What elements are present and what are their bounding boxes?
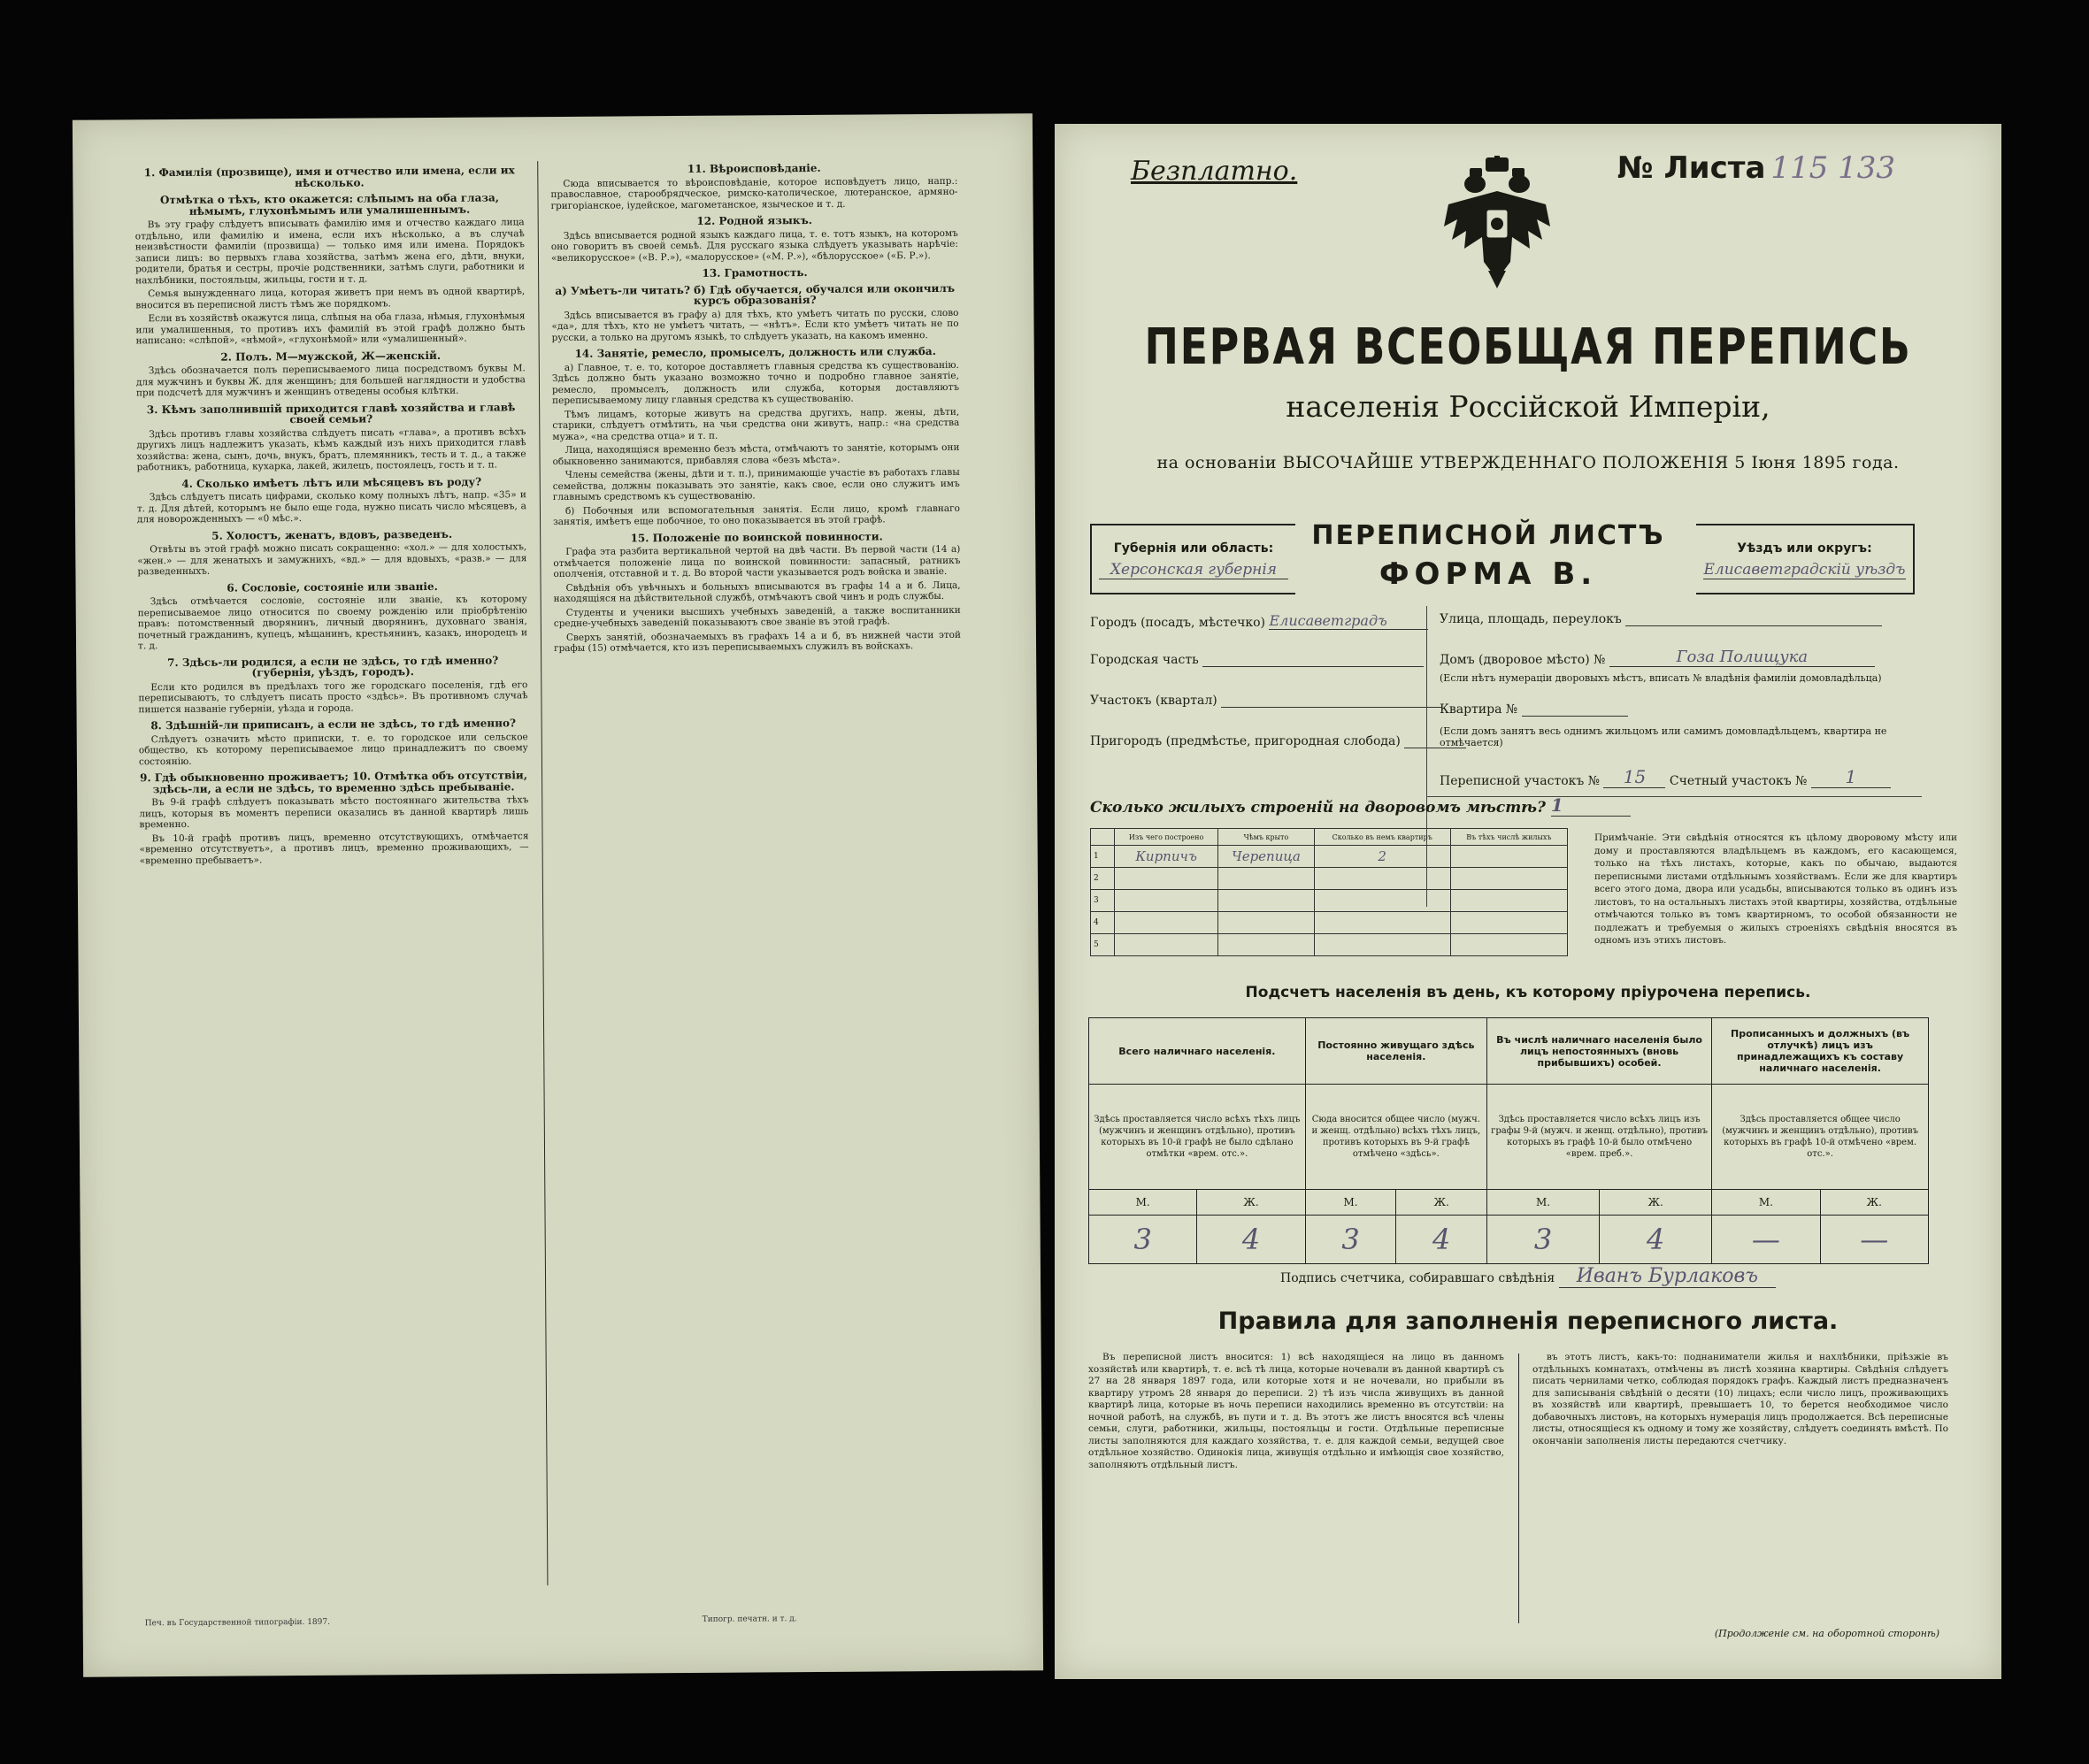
instruction-paragraph: Члены семейства (жены, дѣти и т. п.), принимающіе участіе въ работахъ главы семейства, должны показывать это занятіе, какъ свое, если оно служитъ имъ главнымъ средствомъ къ существованію. [552,466,960,503]
buildings-table-cell: 2 [1314,846,1450,868]
instruction-paragraph: Здѣсь вписывается въ графу а) для тѣхъ, кто умѣетъ читать по русски, слово «да», для тѣхъ, кто не умѣетъ читать, — «нѣтъ». Если кто умѣетъ читать не по русски, а только на другомъ языкѣ, то слѣдуетъ указать, на какомъ именно. [551,307,959,343]
province-value: Херсонская губернія [1099,561,1288,579]
instruction-heading: 11. Вѣроисповѣданіе. [687,161,821,175]
instruction-paragraph: Сюда вписывается то вѣроисповѣданіе, которое исповѣдуетъ лицо, напр.: православное, старообрядческое, римско-католическое, лютеранское, армяно-григоріанское, іудейское, магометанское, языческое и т. д. [550,175,958,211]
buildings-table-row [1091,890,1568,912]
instruction-paragraph: Здѣсь обозначается полъ переписываемого лица посредствомъ буквы М. для мужчинъ и буквы Ж. для женщинъ; для большей наглядности и удобства при подсчетѣ для мужчинъ и женщинъ отведены особыя клѣтки. [135,363,526,399]
sex-label-cell: М. [1486,1190,1599,1216]
census-subtitle: населенія Россійской Имперіи, [1286,389,1770,424]
buildings-table-cell [1314,868,1450,890]
instructions-column-2 [550,157,967,1594]
instruction-paragraph: Семья вынужденнаго лица, которая живетъ при немъ въ одной квартирѣ, вносится въ переписной листъ тѣмъ же порядкомъ. [135,286,526,311]
sex-label-cell: М. [1089,1190,1197,1216]
instruction-heading: Отмѣтка о тѣхъ, кто окажется: слѣпымъ на оба глаза, нѣмымъ, глухонѣмымъ или умалишеннымъ. [159,191,500,218]
suburb-field [1090,734,1466,748]
count-header-cell: Въ числѣ наличнаго населенія было лицъ непостоянныхъ (вновь прибывшихъ) особей. [1486,1018,1711,1085]
instruction-paragraph: Здѣсь противъ главы хозяйства слѣдуетъ писать «глава», а противъ всѣхъ другихъ лицъ надлежитъ указать, кѣмъ каждый изъ нихъ приходится главѣ хозяйства: жена, сынъ, дочь, внукъ, братъ, племянникъ, тесть и т. д., а также работникъ, работница, кухарка, лакей, жилецъ, постоялецъ, гость и т. п. [136,426,526,473]
precinct-field [1090,694,1442,708]
instruction-paragraph: Здѣсь слѣдуетъ писать цифрами, сколько кому полныхъ лѣтъ, напр. «35» и т. д. Для дѣтей, которымъ не было еще года, нужно писать число мѣсяцевъ, а для новорожденныхъ — «0 мѣс.». [136,489,526,525]
instruction-paragraph: а) Главное, т. е. то, которое доставляетъ главныя средства къ существованію. Здѣсь должно быть указано возможно точно и подробно главное занятіе, ремесло, промыселъ, должность или служба, которыя доставляютъ переписываемому лицу главныя средства къ существованію. [551,359,960,407]
counter-signature [1055,1265,2001,1287]
count-value-cell: 4 [1197,1216,1305,1264]
instruction-heading: 13. Грамотность. [702,266,808,280]
count-table-values [1089,1216,1929,1264]
buildings-table-cell [1218,934,1315,956]
street-label: Улица, площадь, переулокъ [1440,612,1622,626]
left-page [73,113,1043,1677]
sex-label-cell: М. [1712,1190,1820,1216]
suburb-label: Пригородъ (предмѣстье, пригородная слобода) [1090,734,1401,748]
count-value-cell: — [1712,1216,1820,1264]
instruction-heading: 3. Кѣмъ заполнившій приходится главѣ хозяйства и главѣ своей семьи? [146,400,516,426]
instruction-heading: 2. Полъ. М—мужской, Ж—женскій. [220,349,442,364]
buildings-table-cell [1115,912,1218,934]
instruction-paragraph: Въ 9-й графѣ слѣдуетъ показывать мѣсто постояннаго жительства тѣхъ лицъ, которыя въ моментъ переписи оказались въ данной квартирѣ лишь временно. [139,794,529,831]
city-value: Елисаветградъ [1269,612,1428,630]
population-count-table [1088,1017,1929,1264]
instruction-paragraph: Графа эта разбита вертикальной чертой на двѣ части. Въ первой части (14 а) отмѣчается положеніе лица по воинской повинности: запасный, ратникъ ополченія, отставной и т. д. Во второй части указывается родъ войска и званіе. [553,543,961,580]
buildings-table-cell: 1 [1091,846,1115,868]
count-description-cell: Здѣсь проставляется общее число (мужчинъ и женщинъ отдѣльно), противъ которыхъ въ графѣ 10-й отмѣчено «врем. отс.». [1712,1085,1929,1190]
buildings-table-row [1091,868,1568,890]
buildings-table-cell [1314,912,1450,934]
rules-divider [1518,1354,1519,1623]
buildings-table-cell [1450,912,1567,934]
right-page [1055,124,2001,1679]
count-header-cell: Прописанныхъ и должныхъ (въ отлучкѣ) лицъ изъ принадлежащихъ къ составу наличнаго населенія. [1712,1018,1929,1085]
buildings-table-cell [1218,890,1315,912]
house-field [1440,648,1875,667]
buildings-table-cell [1218,868,1315,890]
rules-text-1: Въ переписной листъ вносится: 1) всѣ находящіеся на лицо въ данномъ хозяйствѣ или квартирѣ, т. е. всѣ тѣ лица, которые ночевали въ данной квартирѣ съ 27 на 28 января 1897 года, или которые хотя и не ночевали, но прибыли въ квартиру утромъ 28 января до переписи. 2) тѣ изъ числа живущихъ въ данной квартирѣ лица, которые въ ночь переписи находились временно въ отсутствіи: на ночной работѣ, на службѣ, въ пути и т. д. Въ этотъ же листъ вносятся всѣ члены семьи, слуги, работники, жильцы, постояльцы и гости. Отдѣльные переписные листы заполняются для каждаго хозяйства, т. е. для каждой семьи, ведущей свое отдѣльное хозяйство. Одинокія лица, живущія отдѣльно и имѣющія свое хозяйство, заполняютъ отдѣльный листъ. [1088,1352,1504,1470]
count-description-cell: Здѣсь проставляется число всѣхъ лицъ изъ графы 9-й (мужч. и женщ. отдѣльно), противъ которыхъ въ графѣ 10-й было отмѣчено «врем. преб.». [1486,1085,1711,1190]
buildings-table-header-cell: Сколько въ немъ квартиръ [1314,829,1450,846]
form-title-line1: ПЕРЕПИСНОЙ ЛИСТЪ [1311,520,1665,551]
instruction-heading: 4. Сколько имѣетъ лѣтъ или мѣсяцевъ въ роду? [181,475,482,490]
instruction-paragraph: Тѣмъ лицамъ, которые живутъ на средства другихъ, напр. жены, дѣти, старики, слѣдуетъ отмѣтить, на чьи средства они живутъ, напр.: «на средства мужа», «на средства отца» и т. п. [552,406,960,442]
buildings-value: 1 [1551,794,1631,817]
buildings-table [1090,828,1568,956]
sex-label-cell: Ж. [1396,1190,1487,1216]
buildings-table-cell [1115,934,1218,956]
rules-column-2 [1532,1352,1948,1450]
apartment-label: Квартира № [1440,702,1518,717]
instruction-paragraph: Если кто родился въ предѣлахъ того же городскаго поселенія, гдѣ его переписываютъ, то слѣдуетъ писать просто «здѣсь». Въ противномъ случаѣ пишется названіе губерніи, уѣзда и города. [138,679,528,715]
count-table-descriptions [1089,1085,1929,1190]
count-title: Подсчетъ населенія въ день, къ которому пріурочена перепись. [1245,984,1811,1001]
census-title: ПЕРВАЯ ВСЕОБЩАЯ ПЕРЕПИСЬ [1144,318,1912,376]
city-label: Городъ (посадъ, мѣстечко) [1090,616,1266,630]
instruction-paragraph: Въ эту графу слѣдуетъ вписывать фамилію имя и отчество каждаго лица отдѣльно, или фамилію и имена, если ихъ нѣсколько, а въ случаѣ неизвѣстности фамиліи (прозвища) — только имя или имена. Порядокъ записи лицъ: во первыхъ глава хозяйства, затѣмъ жена его, дѣти, внуки, родители, братья и сестры, прочіе родственники, затѣмъ слуги, работники и нахлѣбники, постояльцы, жильцы, гости и т. д. [134,217,526,286]
buildings-table-cell [1218,912,1315,934]
instruction-paragraph: Студенты и ученики высшихъ учебныхъ заведеній, а также воспитанники средне-учебныхъ заведеній показываютъ свое званіе въ этой графѣ. [553,604,961,630]
buildings-table-cell: 2 [1091,868,1115,890]
province-box [1090,524,1295,594]
city-field [1090,612,1428,630]
buildings-table-cell: Черепица [1218,846,1315,868]
signature-label: Подпись счетчика, собиравшаго свѣдѣнія [1280,1271,1555,1285]
apartment-field [1440,702,1628,717]
column-divider [537,161,548,1585]
count-value-cell: — [1820,1216,1928,1264]
continued-note: (Продолженіе см. на оборотной сторонѣ) [1714,1628,1939,1639]
census-section-value: 15 [1603,766,1665,788]
rules-title: Правила для заполненія переписного листа. [1217,1308,1839,1335]
apartment-note: (Если домъ занятъ весь однимъ жильцомъ или самимъ домовладѣльцемъ, квартира не отмѣчается) [1440,725,1887,748]
city-part-label: Городская часть [1090,653,1199,667]
city-part-field [1090,653,1424,667]
sex-label-cell: М. [1305,1190,1396,1216]
buildings-table-header-cell: Изъ чего построено [1115,829,1218,846]
buildings-table-cell: 3 [1091,890,1115,912]
instruction-paragraph: Отвѣты въ этой графѣ можно писать сокращенно: «хол.» — для холостыхъ, «жен.» — для женатыхъ и замужнихъ, «вд.» — для вдовыхъ, «разв.» — для разведенныхъ. [137,541,527,578]
census-section-field [1440,766,1891,788]
buildings-table-cell [1314,934,1450,956]
house-note: (Если нѣтъ нумераціи дворовыхъ мѣстъ, вписать № владѣнія фамиліи домовладѣльца) [1440,672,1882,684]
instruction-heading: 15. Положеніе по воинской повинности. [630,529,883,544]
instruction-paragraph: Если въ хозяйствѣ окажутся лица, слѣпыя на оба глаза, нѣмыя, глухонѣмыя или умалишенныя, то противъ ихъ фамилій въ этой графѣ должно быть написано: «слѣпой», «нѣмой», «глухонѣмой» или «умалишенный». [135,311,526,347]
buildings-table-header-cell [1091,829,1115,846]
count-value-cell: 3 [1089,1216,1197,1264]
instruction-paragraph: Въ 10-й графѣ противъ лицъ, временно отсутствующихъ, отмѣчается «временно отсутствуетъ», а противъ лицъ, временно проживающихъ, — «временно пребываетъ». [139,830,529,866]
instruction-paragraph: Сверхъ занятій, обозначаемыхъ въ графахъ 14 а и б, въ нижней части этой графы (15) отмѣчается, кто изъ переписываемыхъ служилъ въ войскахъ. [554,629,961,655]
instruction-heading: 12. Родной языкъ. [696,213,812,227]
count-header-cell: Постоянно живущаго здѣсь населенія. [1305,1018,1486,1085]
instructions-column-1 [134,159,534,1597]
count-description-cell: Здѣсь проставляется число всѣхъ тѣхъ лицъ (мужчинъ и женщинъ отдѣльно), противъ которыхъ въ 10-й графѣ не было сдѣлано отмѣтки «врем. отс.». [1089,1085,1306,1190]
province-label: Губернія или область: [1113,541,1274,556]
instruction-heading: 8. Здѣшній-ли приписанъ, а если не здѣсь, то гдѣ именно? [150,717,517,732]
instruction-heading: 6. Сословіе, состояніе или званіе. [227,579,438,594]
count-section-value: 1 [1811,766,1891,788]
count-value-cell: 4 [1600,1216,1712,1264]
instruction-paragraph: б) Побочныя или вспомогательныя занятія. Если лицо, кромѣ главнаго занятія, имѣетъ еще побочное, то оно показывается въ этой графѣ. [553,502,960,528]
count-value-cell: 3 [1305,1216,1396,1264]
street-field [1440,612,1882,626]
buildings-table-cell [1450,934,1567,956]
buildings-table-cell [1314,890,1450,912]
col1-heading: 1. Фамилія (прозвище), имя и отчество или имена, если их нѣсколько. [143,164,515,189]
count-table-header [1089,1018,1929,1085]
instruction-paragraph: Здѣсь вписывается родной языкъ каждаго лица, т. е. тотъ языкъ, на которомъ оно говоритъ въ своей семьѣ. Для русскаго языка слѣдуетъ указывать нарѣчіе: «великорусское» («В. Р.»), «малорусское» («М. Р.»), «бѣлорусское» («Б. Р.»). [550,227,958,264]
instruction-paragraph: Свѣдѣнія объ увѣчныхъ и больныхъ вписываются въ графы 14 а и б. Лица, находящіяся на дѣйствительной службѣ, отмѣчаютъ свой чинъ и родъ службы. [553,579,961,605]
buildings-side-note: Примѣчаніе. Эти свѣдѣнія относятся къ цѣлому дворовому мѣсту или дому и проставляются владѣльцемъ въ каждомъ, его касающемся, только на тѣхъ листахъ, которые, какъ по обычаю, выдаются переписными листами отдѣльнымъ хозяйствамъ. Если же для квартиръ всего этого дома, двора или усадьбы, вписываются только въ одинъ изъ листовъ, то на остальныхъ листахъ этой квартиры, хозяйства, отдѣльные отмѣчаются только въ томъ квартирномъ, то особой обязанности не подлежатъ и требуемыя о жилыхъ строеніяхъ свѣдѣнія вносятся въ одномъ изъ этихъ листовъ. [1594,832,1957,946]
instruction-heading: 14. Занятіе, ремесло, промыселъ, должность или служба. [574,345,936,360]
instruction-paragraph: Слѣдуетъ означить мѣсто приписки, т. е. то городское или сельское общество, къ которому переписываемое лицо принадлежитъ по своему состоянію. [138,731,528,767]
buildings-field [1090,794,1631,817]
buildings-table-row [1091,846,1568,868]
count-value-cell: 4 [1396,1216,1487,1264]
precinct-label: Участокъ (квартал) [1090,694,1217,708]
left-footer: Печ. въ Государственной типографіи. 1897. [144,1617,330,1629]
free-label: Безплатно. [1131,156,1298,187]
buildings-table-cell [1115,868,1218,890]
instruction-heading: 5. Холостъ, женатъ, вдовъ, разведенъ. [211,527,453,542]
count-description-cell: Сюда вносится общее число (мужч. и женщ. отдѣльно) всѣхъ тѣхъ лицъ, противъ которыхъ въ 9-й графѣ отмѣчено «здѣсь». [1305,1085,1486,1190]
count-table-sex-row [1089,1190,1929,1216]
buildings-table-header-cell: Чѣмъ крыто [1218,829,1315,846]
house-label: Домъ (дворовое мѣсто) № [1440,653,1606,667]
sex-label-cell: Ж. [1600,1190,1712,1216]
form-title [1294,520,1683,592]
buildings-table-cell [1450,890,1567,912]
buildings-table-cell: 5 [1091,934,1115,956]
left-footer-2: Типогр. печатн. и т. д. [702,1614,797,1624]
sheet-number-handwritten: 115 133 [1770,150,1895,186]
decree-line: на основаніи ВЫСОЧАЙШЕ УТВЕРЖДЕННАГО ПОЛОЖЕНІЯ 5 Іюня 1895 года. [1156,453,1900,472]
buildings-table-row [1091,934,1568,956]
buildings-table-cell: 4 [1091,912,1115,934]
district-value: Елисаветградскій уѣздъ [1703,561,1906,579]
buildings-table-cell [1450,868,1567,890]
buildings-table-cell: Кирпичъ [1115,846,1218,868]
buildings-table-header [1091,829,1568,846]
buildings-table-cell [1115,890,1218,912]
count-section-label: Счетный участокъ № [1669,774,1808,788]
buildings-table-header-cell: Въ тѣхъ числѣ жилыхъ [1450,829,1567,846]
district-box [1696,524,1915,594]
rules-column-1 [1088,1352,1504,1474]
sex-label-cell: Ж. [1197,1190,1305,1216]
house-value: Гоза Полищука [1609,648,1875,667]
instruction-heading: 7. Здѣсь-ли родился, а если не здѣсь, то гдѣ именно? (губернія, уѣздъ, городъ). [167,653,499,679]
sex-label-cell: Ж. [1820,1190,1928,1216]
buildings-table-cell [1450,846,1567,868]
instruction-heading: 9. Гдѣ обыкновенно проживаетъ; 10. Отмѣтка объ отсутствіи, здѣсь-ли, а если не здѣсь, то временно здѣсь пребываніе. [140,769,528,795]
double-headed-eagle-icon [1440,156,1555,288]
instruction-paragraph: Лица, находящіяся временно безъ мѣста, отмѣчаютъ то занятіе, которымъ они обыкновенно занимаются, прибавляя слова «безъ мѣста». [552,441,960,467]
form-title-line2: ФОРМА В. [1379,556,1598,592]
instruction-paragraph: Здѣсь отмѣчается сословіе, состояніе или званіе, къ которому переписываемое лицо относится по своему рожденію или пріобрѣтенію правъ: потомственный дворянинъ, личный дворянинъ, духовнаго званія, почетный гражданинъ, купецъ, мѣщанинъ, крестьянинъ, казакъ, инородецъ и т. д. [137,594,527,652]
buildings-table-body [1091,846,1568,956]
buildings-label: Сколько жилыхъ строеній на дворовомъ мѣстѣ? [1090,799,1546,817]
district-label: Уѣздъ или округъ: [1737,541,1872,556]
count-header-cell: Всего наличнаго населенія. [1089,1018,1306,1085]
census-section-label: Переписной участокъ № [1440,774,1600,788]
count-value-cell: 3 [1486,1216,1599,1264]
signature-value: Иванъ Бурлаковъ [1559,1265,1776,1288]
rules-text-2: въ этотъ листъ, какъ-то: поднаниматели жилья и нахлѣбники, пріѣзжіе въ отдѣльныхъ комнатахъ, отмѣчены въ листѣ хозяина квартиры. Свѣдѣнія слѣдуетъ писать чернилами четко, соблюдая порядокъ графъ. Каждый листъ предназначенъ для записыванія свѣдѣній о десяти (10) лицахъ; если число лицъ, проживающихъ въ хозяйствѣ или квартирѣ, превышаетъ 10, то берется необходимое число добавочныхъ листовъ, на которыхъ нумерація лицъ продолжается. Всѣ переписные листы, относящіеся къ одному и тому же хозяйству, слѣдуетъ соединять вмѣстѣ. По окончаніи заполненія листы передаются счетчику. [1532,1352,1948,1446]
sheet-number [1617,150,1895,186]
buildings-table-row [1091,912,1568,934]
sheet-number-label: № Листа [1617,150,1766,186]
instruction-heading: а) Умѣетъ-ли читать? б) Гдѣ обучается, обучался или окончилъ курсъ образованія? [555,281,956,307]
